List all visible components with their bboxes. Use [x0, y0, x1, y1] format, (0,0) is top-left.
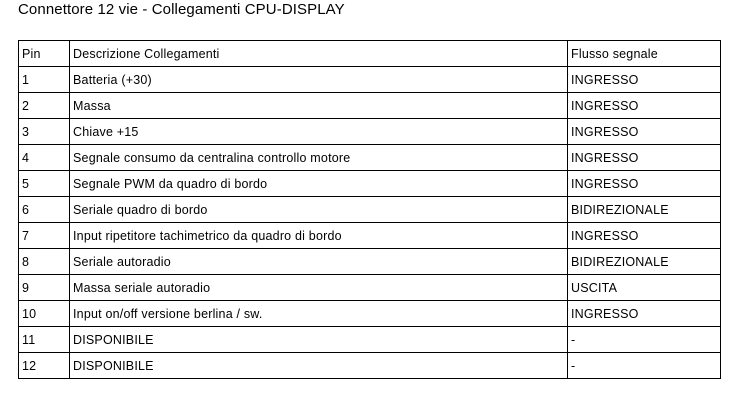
signal-flow: - — [568, 353, 721, 379]
table-row — [19, 197, 721, 223]
table-row — [19, 171, 721, 197]
pin-number: 8 — [19, 249, 70, 275]
table-row — [19, 327, 721, 353]
pin-number: 6 — [19, 197, 70, 223]
signal-flow: INGRESSO — [568, 67, 721, 93]
header-pin: Pin — [19, 41, 70, 67]
pin-number: 10 — [19, 301, 70, 327]
pin-number: 5 — [19, 171, 70, 197]
signal-flow: BIDIREZIONALE — [568, 197, 721, 223]
pin-description: Seriale autoradio — [70, 249, 568, 275]
pin-description: Seriale quadro di bordo — [70, 197, 568, 223]
signal-flow: INGRESSO — [568, 301, 721, 327]
pin-number: 11 — [19, 327, 70, 353]
signal-flow: - — [568, 327, 721, 353]
table-row — [19, 145, 721, 171]
table-row — [19, 275, 721, 301]
pin-description: Input on/off versione berlina / sw. — [70, 301, 568, 327]
table-row — [19, 301, 721, 327]
table-row — [19, 93, 721, 119]
pin-description: DISPONIBILE — [70, 327, 568, 353]
table-row — [19, 353, 721, 379]
connector-pin-table — [18, 40, 721, 379]
table-row — [19, 67, 721, 93]
pin-number: 9 — [19, 275, 70, 301]
header-description: Descrizione Collegamenti — [70, 41, 568, 67]
signal-flow: INGRESSO — [568, 119, 721, 145]
pin-description: Segnale PWM da quadro di bordo — [70, 171, 568, 197]
pin-description: Massa — [70, 93, 568, 119]
table-row — [19, 119, 721, 145]
table-header-row — [19, 41, 721, 67]
signal-flow: INGRESSO — [568, 171, 721, 197]
table-row — [19, 223, 721, 249]
header-signal-flow: Flusso segnale — [568, 41, 721, 67]
pin-description: Massa seriale autoradio — [70, 275, 568, 301]
signal-flow: BIDIREZIONALE — [568, 249, 721, 275]
signal-flow: INGRESSO — [568, 223, 721, 249]
signal-flow: INGRESSO — [568, 145, 721, 171]
pin-description: Batteria (+30) — [70, 67, 568, 93]
pin-description: Segnale consumo da centralina controllo motore — [70, 145, 568, 171]
pin-description: Input ripetitore tachimetrico da quadro di bordo — [70, 223, 568, 249]
pin-number: 4 — [19, 145, 70, 171]
signal-flow: USCITA — [568, 275, 721, 301]
pin-number: 1 — [19, 67, 70, 93]
pin-description: DISPONIBILE — [70, 353, 568, 379]
pin-number: 2 — [19, 93, 70, 119]
pin-number: 7 — [19, 223, 70, 249]
signal-flow: INGRESSO — [568, 93, 721, 119]
pin-number: 3 — [19, 119, 70, 145]
pin-description: Chiave +15 — [70, 119, 568, 145]
table-row — [19, 249, 721, 275]
document-title: Connettore 12 vie - Collegamenti CPU-DISPLAY — [18, 1, 345, 18]
pin-number: 12 — [19, 353, 70, 379]
